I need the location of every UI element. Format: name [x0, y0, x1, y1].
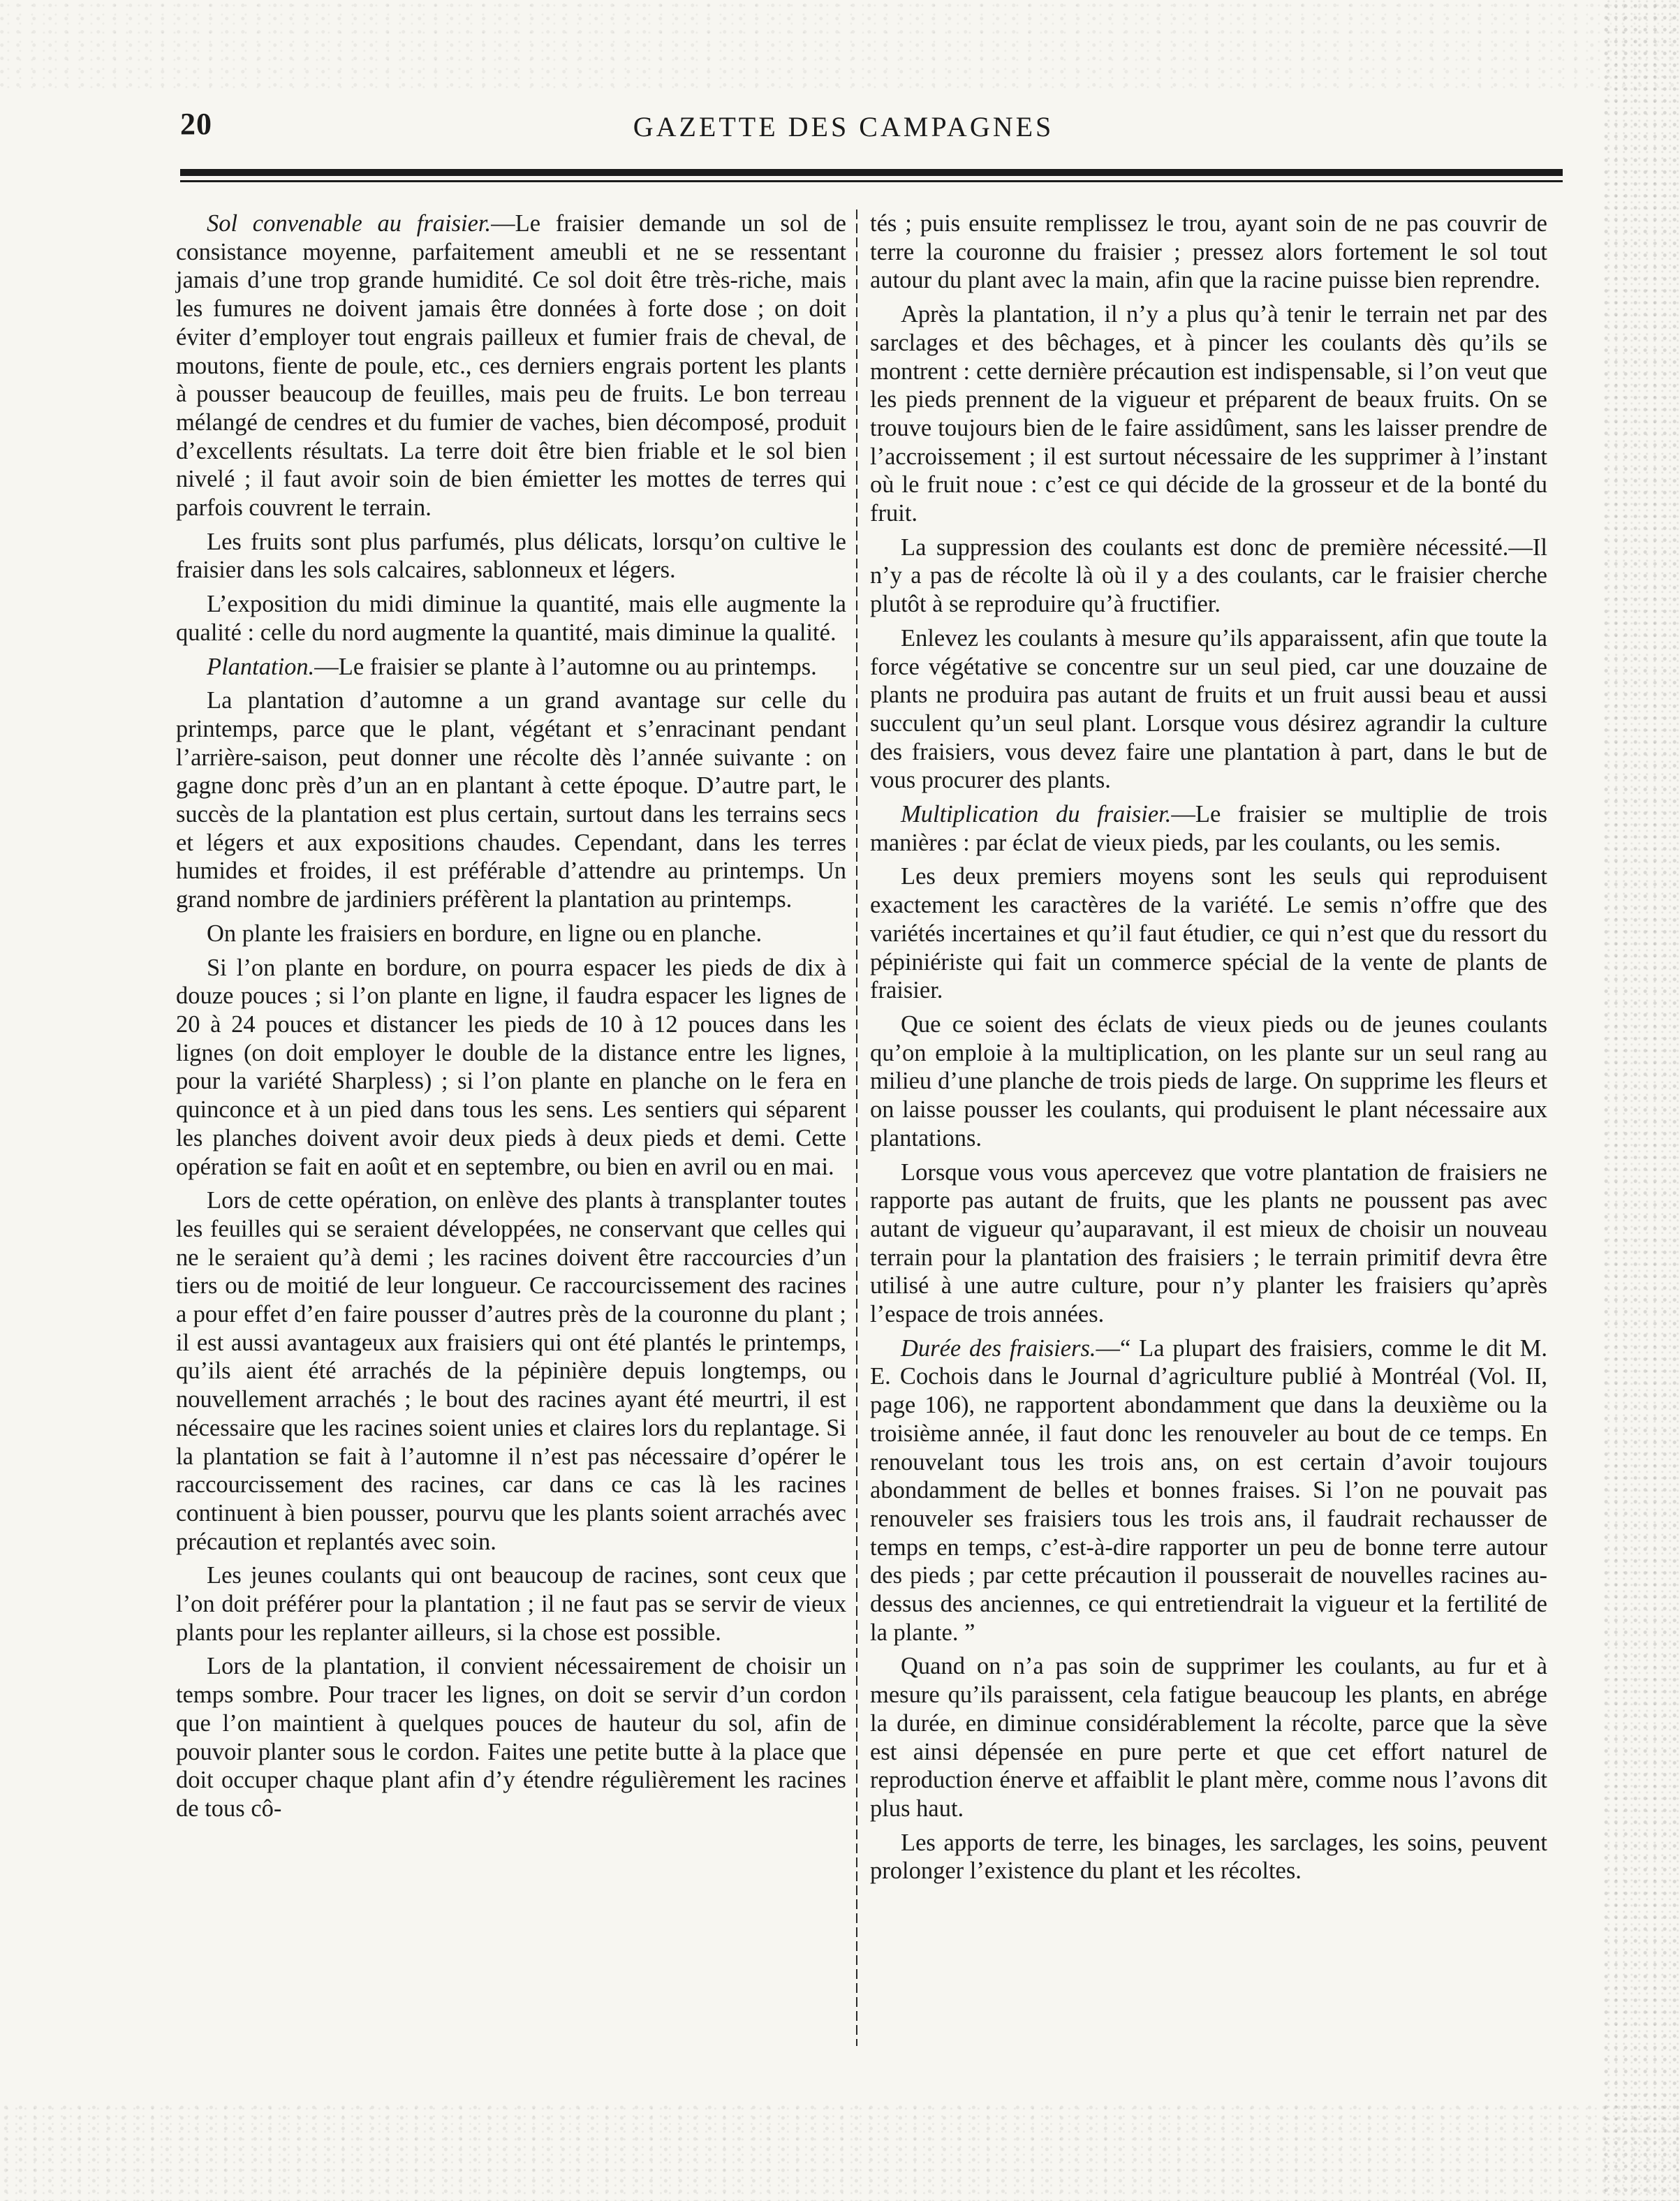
paragraph-text: —“ La plupart des fraisiers, comme le dit M. E. Cochois dans le Journal d’agriculture publié à Montréal (Vol. II, page 106), ne rapportent abondamment que dans la deuxième ou la troisième année, il faut donc les renouveler au bout de ce temps. En renouvelant tous les trois ans, on est certain d’avoir toujours abondamment de belles et bonnes fraises. Si l’on ne pouvait pas renouveler ses fraisiers tous les trois ans, il faudrait rechausser de temps en temps, c’est-à-dire rapporter un peu de bonne terre autour des pieds ; par cette précaution il pousserait de nouvelles racines au-dessus des anciennes, ce qui entretiendrait la vigueur et la fertilité de la plante. ” — [870, 1334, 1547, 1646]
paragraph-text: Les deux premiers moyens sont les seuls qui reproduisent exactement les caractères de la variété. Le semis n’offre que des variétés incertaines et qu’il faut étudier, ce qui n’est que du ressort du pépiniériste qui fait un commerce spécial de la vente de plants de fraisier. — [870, 863, 1547, 1004]
paragraph — [870, 1829, 1547, 1885]
paragraph-text: L’exposition du midi diminue la quantité, mais elle augmente la qualité : celle du nord augmente la quantité, mais diminue la qualité. — [176, 591, 846, 646]
paragraph-text: Les jeunes coulants qui ont beaucoup de racines, sont ceux que l’on doit préférer pour la plantation ; il ne faut pas se servir de vieux plants pour les replanter ailleurs, si la chose est possible. — [176, 1562, 846, 1646]
paragraph — [870, 800, 1547, 857]
paragraph-text: On plante les fraisiers en bordure, en ligne ou en planche. — [207, 920, 762, 947]
header-rule-thick — [180, 169, 1563, 176]
page-edge-noise-right — [1603, 0, 1680, 2201]
paragraph-text: Lorsque vous vous apercevez que votre plantation de fraisiers ne rapporte pas autant de fruits, que les plants ne poussent pas avec autant de vigueur qu’auparavant, il est mieux de choisir un nouveau terrain pour la plantation des fraisiers ; le terrain primitif devra être utilisé à une autre culture, pour n’y planter les fraisiers qu’après l’espace de trois années. — [870, 1158, 1547, 1328]
paragraph-text: Lors de cette opération, on enlève des plants à transplanter toutes les feuilles qui se seraient développées, ne conservant que celles qui ne le seraient qu’à demi ; les racines doivent être raccourcies d’un tiers ou de moitié de leur longueur. Ce raccourcissement des racines a pour effet d’en faire pousser d’autres près de la couronne du plant ; il est aussi avantageux aux fraisiers qui ont été plantés le printemps, qu’ils aient été arrachés de la pépinière depuis longtemps, ou nouvellement arrachés ; le bout des racines ayant été meurtri, il est nécessaire que les racines soient unies et claires lors du replantage. Si la plantation se fait à l’automne il n’est pas nécessaire d’opérer le raccourcissement des racines, car dans ce cas là les racines continuent à bien pousser, pourvu que les plants soient arrachés avec précaution et replantés avec soin. — [176, 1187, 846, 1555]
section-lead: Multiplication du fraisier. — [901, 801, 1172, 828]
paragraph-text: Quand on n’a pas soin de supprimer les coulants, au fur et à mesure qu’ils paraissent, cela fatigue beaucoup les plants, en abrége la durée, en diminue considérablement la récolte, parce que la sève est ainsi dépensée en pure perte et que cet effort naturel de reproduction énerve et affaiblit le plant mère, comme nous l’avons dit plus haut. — [870, 1653, 1547, 1822]
paragraph-text: —Le fraisier demande un sol de consistance moyenne, parfaitement ameubli et ne se ressentant jamais d’une trop grande humidité. Ce sol doit être très-riche, mais les fumures ne doivent jamais être données à forte dose ; on doit éviter d’employer tout engrais pailleux et fumier frais de cheval, de moutons, fiente de poule, etc., ces derniers engrais portent les plants à pousser beaucoup de feuilles, mais peu de fruits. Le bon terreau mélangé de cendres et du fumier de vaches, bien décomposé, produit d’excellents résultats. La terre doit être bien friable et le sol bien nivelé ; il faut avoir soin de bien émietter les mottes de terres qui parfois couvrent le terrain. — [176, 210, 846, 522]
paragraph — [176, 954, 846, 1182]
paragraph — [870, 862, 1547, 1005]
left-column — [176, 209, 846, 1829]
paragraph — [870, 209, 1547, 295]
paragraph-text: Si l’on plante en bordure, on pourra espacer les pieds de dix à douze pouces ; si l’on plante en ligne, il faudra espacer les lignes de 20 à 24 pouces et distancer les pieds de 10 à 12 pouces dans les lignes (on doit employer le double de la distance entre les lignes, pour la variété Sharpless) ; si l’on plante en planche on le fera en quinconce et à un pied dans tous les sens. Les sentiers qui séparent les planches doivent avoir deux pieds à deux pieds et demi. Cette opération se fait en août et en septembre, ou bien en avril ou en mai. — [176, 954, 846, 1180]
paragraph — [176, 686, 846, 914]
section-lead: Sol convenable au fraisier. — [207, 210, 492, 237]
paragraph — [176, 1652, 846, 1823]
paragraph-text: Après la plantation, il n’y a plus qu’à tenir le terrain net par des sarclages et des bêchages, et à pincer les coulants dès qu’ils se montrent : cette dernière précaution est indispensable, si l’on veut que les pieds prennent de la vigueur et préparent de beaux fruits. On se trouve toujours bien de le faire assidûment, sans les laisser prendre de l’accroissement ; il est surtout nécessaire de les supprimer à l’instant où le fruit noue : c’est ce qui décide de la grosseur et de la bonté du fruit. — [870, 301, 1547, 527]
paragraph — [870, 1010, 1547, 1153]
section-lead: Durée des fraisiers. — [901, 1334, 1096, 1362]
paragraph — [870, 533, 1547, 619]
paragraph — [870, 1158, 1547, 1329]
paragraph — [176, 920, 846, 948]
paragraph — [176, 653, 846, 682]
section-lead: Plantation. — [207, 653, 315, 680]
paragraph-text: —Le fraisier se plante à l’automne ou au printemps. — [314, 653, 817, 680]
running-title: GAZETTE DES CAMPAGNES — [633, 111, 1054, 142]
column-divider — [856, 209, 857, 2046]
header-rule-thin — [180, 180, 1563, 182]
paragraph-text: Les fruits sont plus parfumés, plus délicats, lorsqu’on cultive le fraisier dans les sols calcaires, sablonneux et légers. — [176, 528, 846, 584]
paragraph — [176, 528, 846, 584]
paragraph — [176, 209, 846, 522]
paragraph — [176, 1186, 846, 1556]
paragraph — [870, 1652, 1547, 1823]
paragraph-text: Lors de la plantation, il convient nécessairement de choisir un temps sombre. Pour tracer les lignes, on doit se servir d’un cordon que l’on maintient à quelques pouces de hauteur du sol, afin de pouvoir planter sous le cordon. Faites une petite butte à la place que doit occuper chaque plant afin d’y étendre régulièrement les racines de tous cô- — [176, 1653, 846, 1822]
paragraph — [176, 1561, 846, 1647]
paragraph-text: La suppression des coulants est donc de première nécessité.—Il n’y a pas de récolte là où il y a des coulants, car le fraisier cherche plutôt à se reproduire qu’à fructifier. — [870, 533, 1547, 618]
paragraph-text: Les apports de terre, les binages, les sarclages, les soins, peuvent prolonger l’existence du plant et les récoltes. — [870, 1829, 1547, 1885]
page-edge-noise-bottom — [0, 2103, 1680, 2201]
paragraph-text: Que ce soient des éclats de vieux pieds ou de jeunes coulants qu’on emploie à la multiplication, on les plante sur un seul rang au milieu d’une planche de trois pieds de large. On supprime les fleurs et on laisse pousser les coulants, qui produisent le plant nécessaire aux plantations. — [870, 1010, 1547, 1151]
paragraph-text: tés ; puis ensuite remplissez le trou, ayant soin de ne pas couvrir de terre la couronne du fraisier ; pressez alors fortement le sol tout autour du plant avec la main, afin que la racine puisse bien reprendre. — [870, 210, 1547, 294]
page-number: 20 — [180, 107, 212, 141]
paragraph — [176, 590, 846, 647]
paragraph-text: —Le fraisier se multiplie de trois manières : par éclat de vieux pieds, par les coulants, ou les semis. — [870, 801, 1547, 856]
page-edge-noise-top — [0, 0, 1680, 91]
right-column — [870, 209, 1547, 1891]
paragraph-text: La plantation d’automne a un grand avantage sur celle du printemps, parce que le plant, végétant et s’enracinant pendant l’arrière-saison, peut donner une récolte dès l’année suivante : on gagne donc près d’un an en plantant à cette époque. D’autre part, le succès de la plantation est plus certain, surtout dans les terrains secs et légers et aux expositions chaudes. Cependant, dans les terres humides et froides, il est préférable d’attendre au printemps. Un grand nombre de jardiniers préfèrent la plantation au printemps. — [176, 687, 846, 913]
page-header — [180, 106, 1507, 148]
paragraph-text: Enlevez les coulants à mesure qu’ils apparaissent, afin que toute la force végétative se concentre sur un seul pied, car une douzaine de plants ne produira pas autant de fruits et un fruit aussi beau et aussi succulent qu’un seul plant. Lorsque vous désirez agrandir la culture des fraisiers, vous devez faire une plantation à part, dans le but de vous procurer des plants. — [870, 624, 1547, 794]
paragraph — [870, 300, 1547, 528]
paragraph — [870, 1334, 1547, 1647]
paragraph — [870, 624, 1547, 795]
